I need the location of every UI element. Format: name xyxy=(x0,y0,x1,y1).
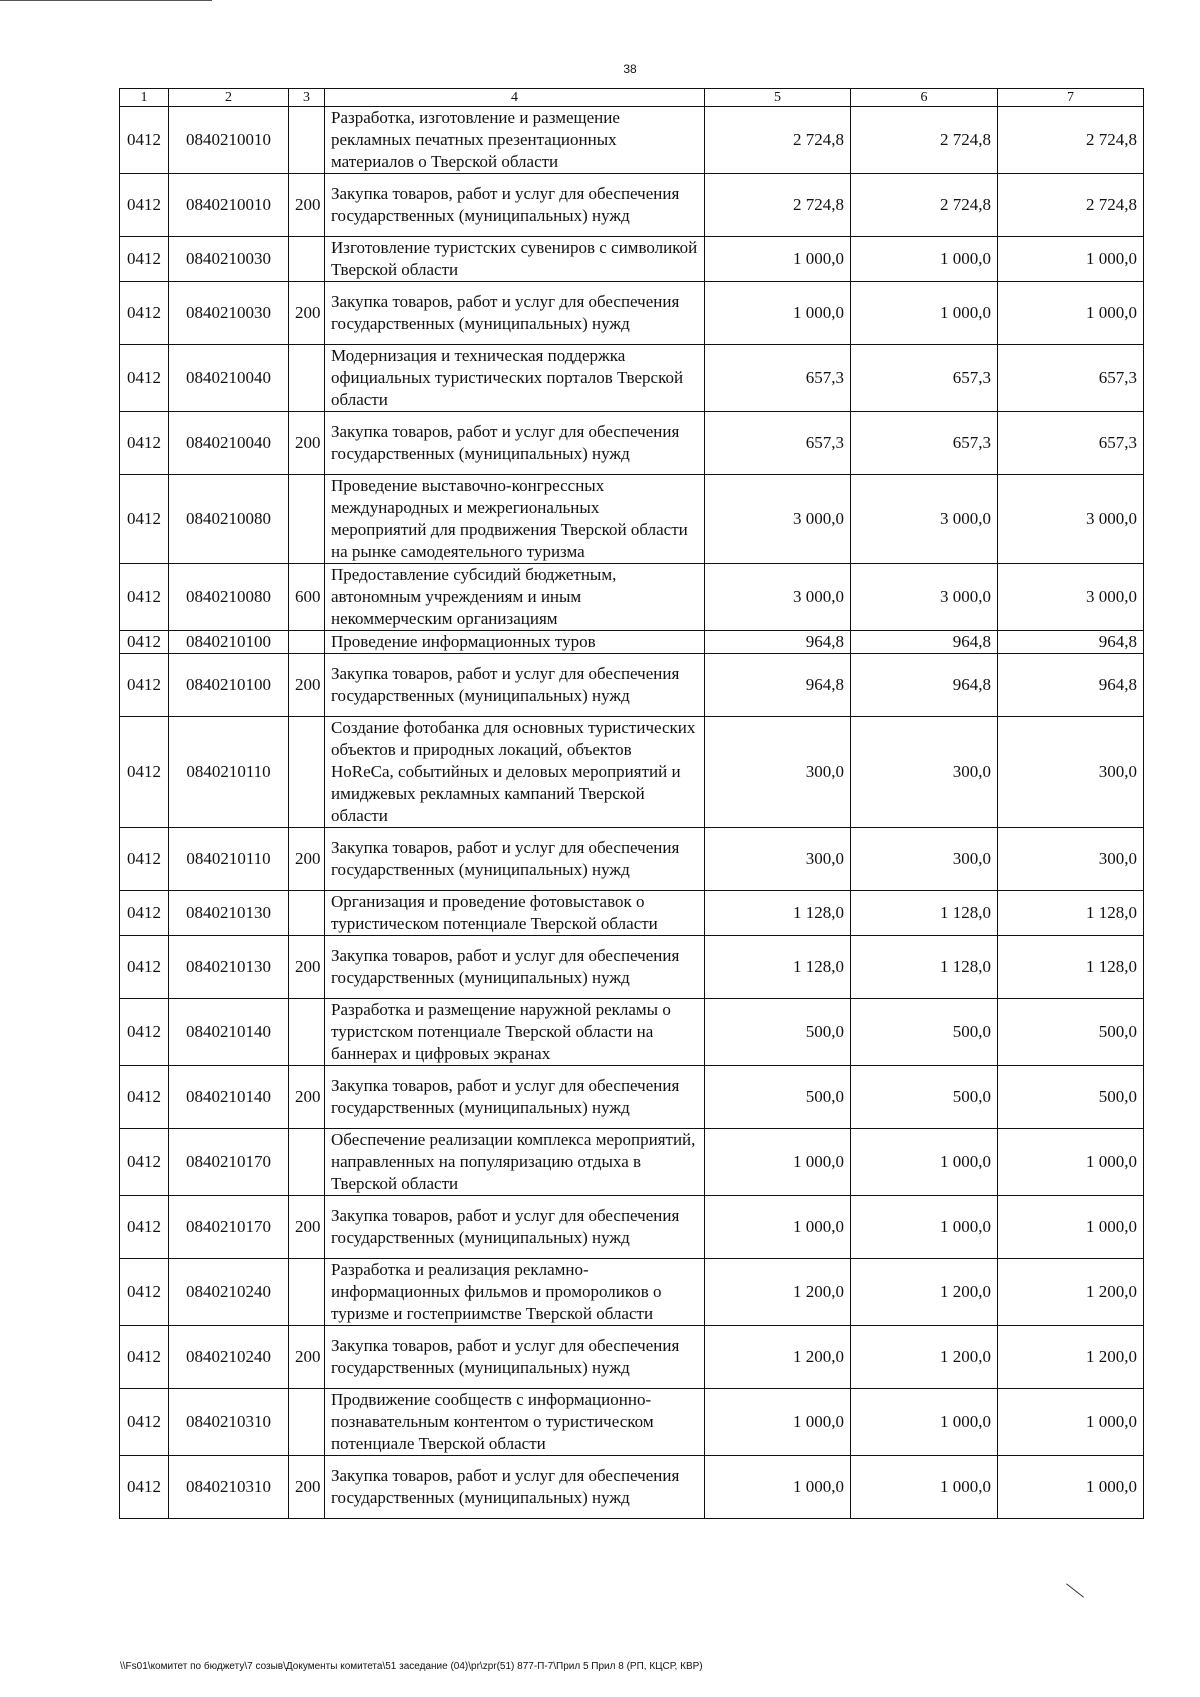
table-body xyxy=(120,107,1144,1519)
cell-name: Проведение выставочно-конгрессных международных и межрегиональных мероприятий для продвижения Тверской области на рынке самодеятельного туризма xyxy=(325,475,705,564)
cell-amount-2: 2 724,8 xyxy=(851,174,998,237)
cell-section: 0412 xyxy=(120,1456,169,1519)
cell-amount-3: 1 128,0 xyxy=(998,936,1144,999)
cell-amount-3: 1 000,0 xyxy=(998,1129,1144,1196)
table-row xyxy=(120,475,1144,564)
cell-section: 0412 xyxy=(120,1196,169,1259)
cell-name: Закупка товаров, работ и услуг для обеспечения государственных (муниципальных) нужд xyxy=(325,828,705,891)
cell-amount-3: 2 724,8 xyxy=(998,174,1144,237)
cell-target-article: 0840210030 xyxy=(169,237,289,282)
cell-expense-type: 200 xyxy=(289,1196,325,1259)
cell-section: 0412 xyxy=(120,891,169,936)
cell-expense-type: 200 xyxy=(289,828,325,891)
cell-section: 0412 xyxy=(120,412,169,475)
cell-expense-type xyxy=(289,1129,325,1196)
cell-amount-1: 1 128,0 xyxy=(705,891,851,936)
cell-amount-3: 1 000,0 xyxy=(998,1456,1144,1519)
cell-amount-3: 3 000,0 xyxy=(998,475,1144,564)
header-col-1: 1 xyxy=(120,89,169,107)
cell-amount-3: 300,0 xyxy=(998,828,1144,891)
cell-amount-1: 657,3 xyxy=(705,345,851,412)
cell-section: 0412 xyxy=(120,237,169,282)
cell-name: Разработка и реализация рекламно-информационных фильмов и промороликов о туризме и гостеприимстве Тверской области xyxy=(325,1259,705,1326)
header-row xyxy=(120,89,1144,107)
header-col-6: 6 xyxy=(851,89,998,107)
cell-section: 0412 xyxy=(120,564,169,631)
cell-section: 0412 xyxy=(120,936,169,999)
cell-amount-2: 1 128,0 xyxy=(851,891,998,936)
cell-section: 0412 xyxy=(120,1259,169,1326)
cell-name: Закупка товаров, работ и услуг для обеспечения государственных (муниципальных) нужд xyxy=(325,1066,705,1129)
cell-section: 0412 xyxy=(120,828,169,891)
cell-amount-1: 964,8 xyxy=(705,654,851,717)
cell-amount-3: 1 000,0 xyxy=(998,282,1144,345)
cell-target-article: 0840210080 xyxy=(169,475,289,564)
cell-name: Закупка товаров, работ и услуг для обеспечения государственных (муниципальных) нужд xyxy=(325,654,705,717)
cell-amount-1: 500,0 xyxy=(705,999,851,1066)
cell-amount-1: 1 000,0 xyxy=(705,1196,851,1259)
cell-expense-type xyxy=(289,1259,325,1326)
cell-amount-1: 657,3 xyxy=(705,412,851,475)
cell-amount-3: 2 724,8 xyxy=(998,107,1144,174)
cell-amount-1: 1 200,0 xyxy=(705,1326,851,1389)
cell-amount-1: 1 000,0 xyxy=(705,282,851,345)
cell-section: 0412 xyxy=(120,345,169,412)
cell-section: 0412 xyxy=(120,174,169,237)
cell-amount-3: 3 000,0 xyxy=(998,564,1144,631)
cell-expense-type xyxy=(289,1389,325,1456)
cell-amount-2: 300,0 xyxy=(851,717,998,828)
cell-amount-1: 2 724,8 xyxy=(705,174,851,237)
cell-name: Модернизация и техническая поддержка официальных туристических порталов Тверской области xyxy=(325,345,705,412)
cell-amount-1: 1 000,0 xyxy=(705,1389,851,1456)
cell-section: 0412 xyxy=(120,654,169,717)
cell-name: Разработка и размещение наружной рекламы о туристском потенциале Тверской области на баннерах и цифровых экранах xyxy=(325,999,705,1066)
cell-target-article: 0840210040 xyxy=(169,412,289,475)
cell-name: Закупка товаров, работ и услуг для обеспечения государственных (муниципальных) нужд xyxy=(325,174,705,237)
cell-expense-type: 200 xyxy=(289,936,325,999)
cell-name: Создание фотобанка для основных туристических объектов и природных локаций, объектов HoReCa, событийных и деловых мероприятий и имиджевых рекламных кампаний Тверской области xyxy=(325,717,705,828)
cell-name: Проведение информационных туров xyxy=(325,631,705,654)
table-row xyxy=(120,1456,1144,1519)
cell-amount-1: 1 000,0 xyxy=(705,237,851,282)
cell-amount-3: 500,0 xyxy=(998,999,1144,1066)
cell-amount-3: 1 000,0 xyxy=(998,1389,1144,1456)
table-row xyxy=(120,936,1144,999)
cell-amount-2: 500,0 xyxy=(851,999,998,1066)
cell-amount-3: 500,0 xyxy=(998,1066,1144,1129)
budget-table xyxy=(119,88,1144,1519)
cell-amount-1: 300,0 xyxy=(705,828,851,891)
cell-amount-2: 964,8 xyxy=(851,631,998,654)
footer-file-path: \\Fs01\комитет по бюджету\7 созыв\Документы комитета\51 заседание (04)\pr\zpr(51) 877-П-7\Прил 5 Прил 8 (РП, КЦСР, КВР) xyxy=(120,1661,703,1672)
cell-amount-2: 2 724,8 xyxy=(851,107,998,174)
cell-amount-1: 500,0 xyxy=(705,1066,851,1129)
cell-amount-2: 3 000,0 xyxy=(851,564,998,631)
cell-target-article: 0840210130 xyxy=(169,891,289,936)
cell-target-article: 0840210100 xyxy=(169,631,289,654)
cell-name: Закупка товаров, работ и услуг для обеспечения государственных (муниципальных) нужд xyxy=(325,282,705,345)
cell-amount-2: 1 000,0 xyxy=(851,1196,998,1259)
cell-amount-2: 1 000,0 xyxy=(851,1456,998,1519)
table-row xyxy=(120,107,1144,174)
table-row xyxy=(120,654,1144,717)
table-row xyxy=(120,717,1144,828)
table-row xyxy=(120,1259,1144,1326)
cell-expense-type: 200 xyxy=(289,282,325,345)
cell-amount-3: 964,8 xyxy=(998,631,1144,654)
cell-target-article: 0840210310 xyxy=(169,1389,289,1456)
cell-amount-1: 1 000,0 xyxy=(705,1456,851,1519)
pen-mark xyxy=(1066,1583,1084,1597)
header-col-2: 2 xyxy=(169,89,289,107)
header-col-3: 3 xyxy=(289,89,325,107)
cell-section: 0412 xyxy=(120,1326,169,1389)
cell-section: 0412 xyxy=(120,717,169,828)
cell-section: 0412 xyxy=(120,282,169,345)
cell-amount-1: 2 724,8 xyxy=(705,107,851,174)
cell-name: Закупка товаров, работ и услуг для обеспечения государственных (муниципальных) нужд xyxy=(325,412,705,475)
cell-target-article: 0840210040 xyxy=(169,345,289,412)
cell-amount-2: 964,8 xyxy=(851,654,998,717)
table-row xyxy=(120,1389,1144,1456)
header-col-5: 5 xyxy=(705,89,851,107)
cell-name: Закупка товаров, работ и услуг для обеспечения государственных (муниципальных) нужд xyxy=(325,1196,705,1259)
cell-amount-3: 300,0 xyxy=(998,717,1144,828)
cell-expense-type: 200 xyxy=(289,1066,325,1129)
cell-target-article: 0840210130 xyxy=(169,936,289,999)
cell-amount-3: 1 128,0 xyxy=(998,891,1144,936)
cell-target-article: 0840210240 xyxy=(169,1326,289,1389)
table-row xyxy=(120,345,1144,412)
cell-amount-3: 657,3 xyxy=(998,345,1144,412)
cell-amount-2: 1 200,0 xyxy=(851,1259,998,1326)
table-row xyxy=(120,564,1144,631)
table-row xyxy=(120,282,1144,345)
cell-amount-2: 657,3 xyxy=(851,345,998,412)
cell-section: 0412 xyxy=(120,631,169,654)
cell-target-article: 0840210080 xyxy=(169,564,289,631)
cell-amount-1: 964,8 xyxy=(705,631,851,654)
cell-target-article: 0840210110 xyxy=(169,828,289,891)
cell-expense-type: 200 xyxy=(289,174,325,237)
cell-amount-2: 300,0 xyxy=(851,828,998,891)
cell-amount-2: 1 000,0 xyxy=(851,1129,998,1196)
cell-expense-type xyxy=(289,345,325,412)
cell-section: 0412 xyxy=(120,475,169,564)
cell-name: Организация и проведение фотовыставок о туристическом потенциале Тверской области xyxy=(325,891,705,936)
cell-expense-type: 200 xyxy=(289,654,325,717)
cell-amount-1: 3 000,0 xyxy=(705,475,851,564)
cell-expense-type xyxy=(289,999,325,1066)
cell-name: Изготовление туристских сувениров с символикой Тверской области xyxy=(325,237,705,282)
cell-name: Закупка товаров, работ и услуг для обеспечения государственных (муниципальных) нужд xyxy=(325,1456,705,1519)
cell-amount-3: 964,8 xyxy=(998,654,1144,717)
table-row xyxy=(120,1066,1144,1129)
cell-amount-1: 1 000,0 xyxy=(705,1129,851,1196)
cell-amount-2: 3 000,0 xyxy=(851,475,998,564)
cell-target-article: 0840210140 xyxy=(169,1066,289,1129)
cell-amount-1: 300,0 xyxy=(705,717,851,828)
cell-name: Продвижение сообществ с информационно-познавательным контентом о туристическом потенциале Тверской области xyxy=(325,1389,705,1456)
cell-amount-3: 1 000,0 xyxy=(998,237,1144,282)
cell-name: Обеспечение реализации комплекса мероприятий, направленных на популяризацию отдыха в Тверской области xyxy=(325,1129,705,1196)
cell-target-article: 0840210310 xyxy=(169,1456,289,1519)
cell-expense-type xyxy=(289,107,325,174)
cell-amount-2: 1 000,0 xyxy=(851,237,998,282)
cell-amount-1: 1 128,0 xyxy=(705,936,851,999)
cell-amount-2: 1 200,0 xyxy=(851,1326,998,1389)
cell-section: 0412 xyxy=(120,1129,169,1196)
cell-target-article: 0840210030 xyxy=(169,282,289,345)
cell-amount-2: 500,0 xyxy=(851,1066,998,1129)
cell-target-article: 0840210170 xyxy=(169,1196,289,1259)
cell-amount-2: 1 000,0 xyxy=(851,282,998,345)
cell-section: 0412 xyxy=(120,1389,169,1456)
cell-section: 0412 xyxy=(120,1066,169,1129)
cell-name: Закупка товаров, работ и услуг для обеспечения государственных (муниципальных) нужд xyxy=(325,1326,705,1389)
cell-expense-type: 200 xyxy=(289,1326,325,1389)
cell-amount-1: 1 200,0 xyxy=(705,1259,851,1326)
table-row xyxy=(120,891,1144,936)
cell-target-article: 0840210010 xyxy=(169,107,289,174)
cell-expense-type xyxy=(289,891,325,936)
cell-target-article: 0840210240 xyxy=(169,1259,289,1326)
cell-expense-type: 200 xyxy=(289,1456,325,1519)
header-col-4: 4 xyxy=(325,89,705,107)
cell-name: Предоставление субсидий бюджетным, автономным учреждениям и иным некоммерческим организациям xyxy=(325,564,705,631)
cell-expense-type xyxy=(289,717,325,828)
table-row xyxy=(120,631,1144,654)
table-row xyxy=(120,1326,1144,1389)
page-number: 38 xyxy=(623,62,637,76)
cell-amount-1: 3 000,0 xyxy=(705,564,851,631)
cell-amount-3: 657,3 xyxy=(998,412,1144,475)
scan-top-line xyxy=(0,0,212,1)
cell-target-article: 0840210010 xyxy=(169,174,289,237)
cell-section: 0412 xyxy=(120,107,169,174)
cell-target-article: 0840210100 xyxy=(169,654,289,717)
table-row xyxy=(120,412,1144,475)
table-row xyxy=(120,828,1144,891)
table-header xyxy=(120,89,1144,107)
cell-name: Разработка, изготовление и размещение рекламных печатных презентационных материалов о Тверской области xyxy=(325,107,705,174)
cell-expense-type xyxy=(289,631,325,654)
cell-expense-type: 600 xyxy=(289,564,325,631)
table-row xyxy=(120,174,1144,237)
table-row xyxy=(120,999,1144,1066)
cell-expense-type: 200 xyxy=(289,412,325,475)
cell-amount-3: 1 000,0 xyxy=(998,1196,1144,1259)
cell-target-article: 0840210110 xyxy=(169,717,289,828)
cell-expense-type xyxy=(289,475,325,564)
cell-amount-2: 1 000,0 xyxy=(851,1389,998,1456)
cell-name: Закупка товаров, работ и услуг для обеспечения государственных (муниципальных) нужд xyxy=(325,936,705,999)
cell-amount-3: 1 200,0 xyxy=(998,1326,1144,1389)
cell-amount-3: 1 200,0 xyxy=(998,1259,1144,1326)
table-row xyxy=(120,1196,1144,1259)
cell-target-article: 0840210170 xyxy=(169,1129,289,1196)
cell-section: 0412 xyxy=(120,999,169,1066)
cell-amount-2: 1 128,0 xyxy=(851,936,998,999)
cell-expense-type xyxy=(289,237,325,282)
table-row xyxy=(120,1129,1144,1196)
table-row xyxy=(120,237,1144,282)
header-col-7: 7 xyxy=(998,89,1144,107)
cell-amount-2: 657,3 xyxy=(851,412,998,475)
cell-target-article: 0840210140 xyxy=(169,999,289,1066)
